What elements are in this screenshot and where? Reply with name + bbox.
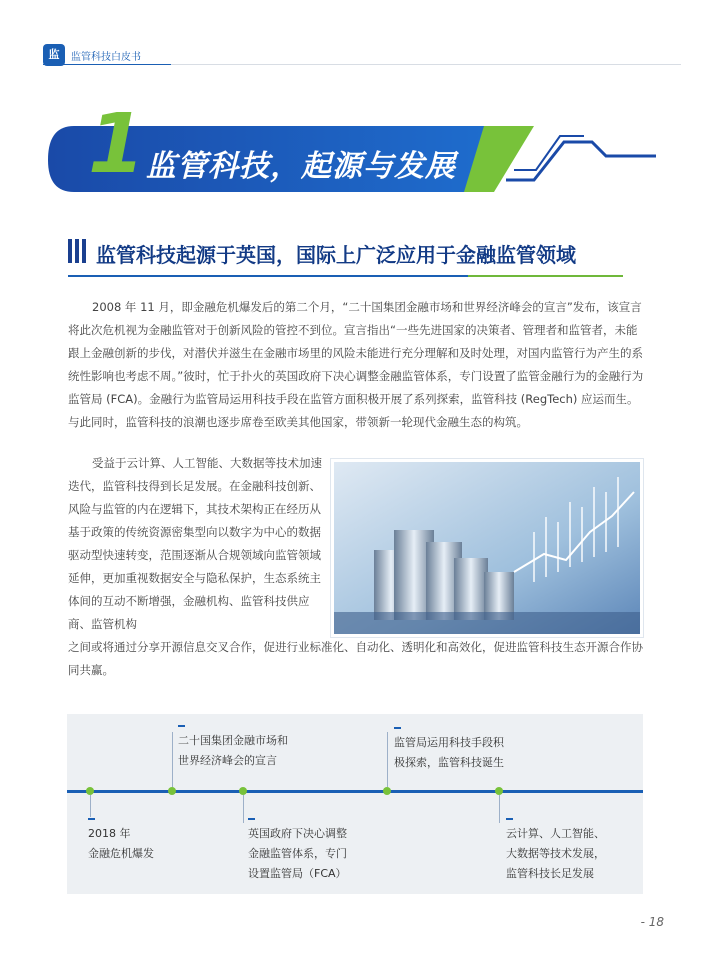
timeline-event: 英国政府下决心调整 金融监管体系，专门 设置监管局（FCA） — [248, 827, 347, 880]
timeline-event: 2018 年 金融危机爆发 — [88, 827, 154, 860]
timeline-node — [495, 787, 503, 795]
timeline-event: 云计算、人工智能、 大数据等技术发展， 监管科技长足发展 — [506, 827, 605, 880]
timeline-connector — [499, 795, 500, 823]
timeline-event-marker — [506, 818, 513, 820]
timeline-connector — [90, 795, 91, 817]
header-rule-gray — [171, 64, 681, 65]
timeline-connector — [243, 795, 244, 823]
report-logo-icon: 监 — [43, 44, 65, 66]
timeline-event: 监管局运用科技手段积 极探索，监管科技诞生 — [394, 736, 504, 769]
chapter-number: 1 — [88, 97, 146, 192]
paragraph-cooperation: 之间或将通过分享开源信息交叉合作，促进行业标准化、自动化、透明化和高效化，促进监管科技生态开源合作协同共赢。 — [68, 640, 643, 677]
timeline-connector — [387, 732, 388, 787]
timeline-event-marker — [248, 818, 255, 820]
timeline-node — [239, 787, 247, 795]
coin-stacks-finance-image — [334, 462, 640, 634]
page-number: - 18 — [640, 915, 664, 929]
report-title: 监管科技白皮书 — [71, 52, 141, 63]
paragraph-development: 受益于云计算、人工智能、大数据等技术加速迭代，监管科技得到长足发展。在金融科技创新、风险与监管的内在逻辑下，其技术架构正在经历从基于政策的传统资源密集型向以数字为中心的数据驱动型快速转变，范围逐渐从合规领域向监管领域延伸，更加重视数据安全与隐私保护，生态系统主体间的互动不断增强，金融机构、监管科技供应商、监管机构 — [68, 456, 322, 631]
section-marker-bar — [68, 239, 72, 263]
section-rule-green — [468, 275, 623, 277]
section-title: 监管科技起源于英国，国际上广泛应用于金融监管领域 — [96, 243, 576, 267]
timeline-node — [168, 787, 176, 795]
timeline-event-marker — [178, 725, 185, 727]
timeline-connector — [172, 732, 173, 787]
timeline-event-marker — [88, 818, 95, 820]
section-marker-bar — [75, 239, 79, 263]
timeline-event-marker — [394, 727, 401, 729]
section-marker-bar — [82, 239, 86, 263]
header-rule-blue — [43, 64, 171, 65]
timeline-node — [383, 787, 391, 795]
chapter-title: 监管科技，起源与发展 — [146, 149, 456, 184]
timeline-axis — [67, 790, 643, 793]
timeline-node — [86, 787, 94, 795]
section-rule-blue — [68, 275, 468, 277]
timeline — [67, 714, 643, 894]
paragraph-origin: 2008 年 11 月，即金融危机爆发后的第二个月，“二十国集团金融市场和世界经济峰会的宣言”发布，该宣言将此次危机视为金融监管对于创新风险的管控不到位。宣言指出“一些先进国家的决策者、管理者和监管者，未能跟上金融创新的步伐，对潜伏并滋生在金融市场里的风险未能进行充分理解和及时处理，对国内监管行为产生的系统性影响也考虑不周。”彼时，忙于扑火的英国政府下决心调整金融监管体系，专门设置了监管金融行为的金融行为监管局 (FCA)。金融行为监管局运用科技手段在监管方面积极开展了系列探索，监管科技 (RegTech) 应运而生。与此同时，监管科技的浪潮也逐步席卷至欧美其他国家，带领新一轮现代金融生态的构筑。 — [68, 300, 644, 429]
timeline-event: 二十国集团金融市场和 世界经济峰会的宣言 — [178, 734, 288, 767]
